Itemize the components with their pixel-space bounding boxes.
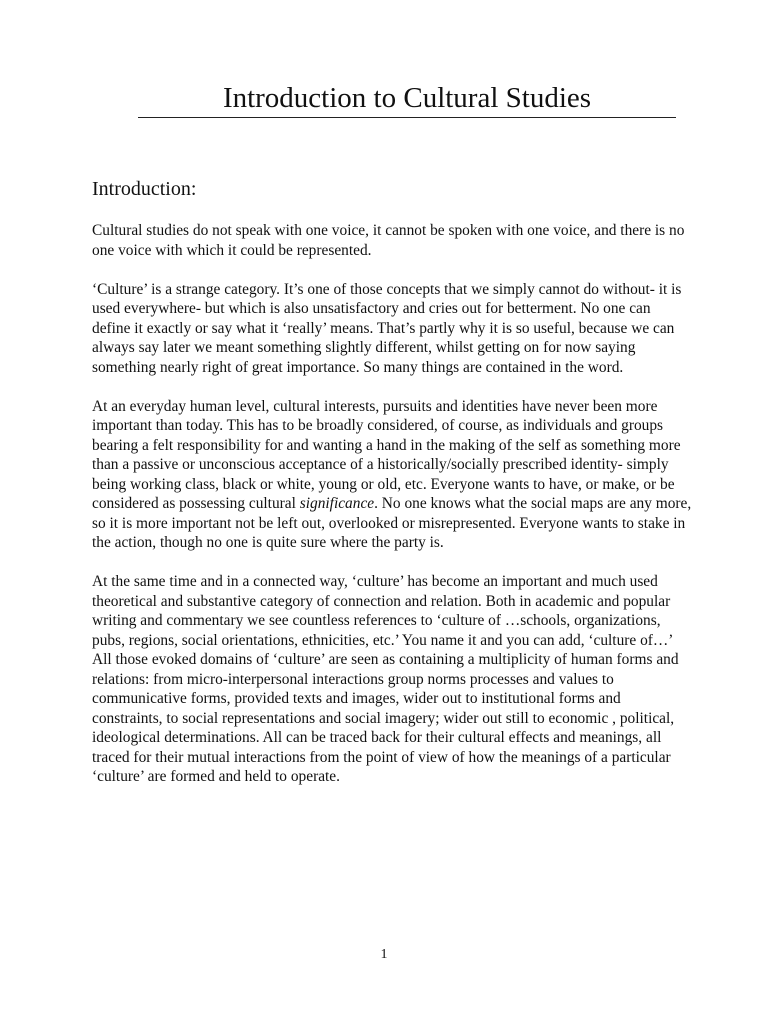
paragraph-2: ‘Culture’ is a strange category. It’s one of those concepts that we simply cannot do without- it is used everywhere- but which is also unsatisfactory and cries out for betterment. No one can define it exactly or say what it ‘really’ means. That’s partly why it is so useful, because we can always say later we meant something slightly different, whilst getting on for now saying something nearly right of great importance. So many things are contained in the word. xyxy=(92,280,682,376)
paragraph-1: Cultural studies do not speak with one voice, it cannot be spoken with one voice, and there is no one voice with which it could be represented. xyxy=(92,222,685,259)
paragraph-3-text-end: . No one knows what the social maps are any more, so it is more important not be left out, overlooked or misrepresented. Everyone wants to stake in the action, though no one is quite sure where the party is. xyxy=(92,495,692,551)
section-heading: Introduction: xyxy=(92,178,197,200)
emphasis-significance: significance xyxy=(299,495,375,512)
paragraph-3-text-start: At an everyday human level, cultural interests, pursuits and identities have never been more important than today. This has to be broadly considered, of course, as individuals and groups bearing a felt responsibility for and wanting a hand in the making of the self as something more than a passive or unconscious acceptance of a historically/socially prescribed identity- simply being working class, black or white, young or old, etc. Everyone wants to have, or make, or be considered as possessing cultural xyxy=(92,397,681,512)
title-underline xyxy=(138,117,676,118)
paragraph-4: At the same time and in a connected way, ‘culture’ has become an important and much used theoretical and substantive category of connection and relation. Both in academic and popular writing and commentary we see countless references to ‘culture of …schools, organizations, pubs, regions, social orientations, ethnicities, etc.’ You name it and you can add, ‘culture of…’ All those evoked domains of ‘culture’ are seen as containing a multiplicity of human forms and relations: from micro-interpersonal interactions group norms processes and values to communicative forms, provided texts and images, wider out to institutional forms and constraints, to social representations and social imagery; wider out still to economic , political, ideological determinations. All can be traced back for their cultural effects and meanings, all traced for their mutual interactions from the point of view of how the meanings of a particular ‘culture’ are formed and held to operate. xyxy=(92,573,679,785)
paragraph-3 xyxy=(92,397,692,553)
page-number: 1 xyxy=(380,947,388,962)
document-title: Introduction to Cultural Studies xyxy=(222,82,592,114)
body-text xyxy=(92,221,692,806)
